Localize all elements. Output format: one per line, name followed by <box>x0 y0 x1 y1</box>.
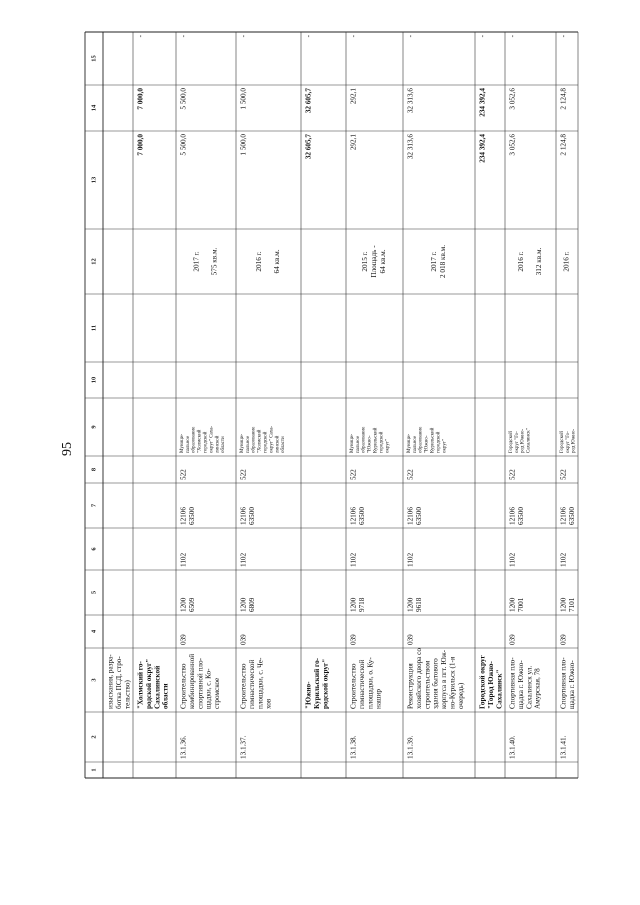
code-article: 12106 <box>508 507 517 525</box>
customer: городской <box>379 431 385 453</box>
amount-total: 1 500,0 <box>239 134 248 156</box>
code-section: 1102 <box>239 552 248 567</box>
column-number-header: 1 <box>90 768 98 772</box>
amount-next: - <box>559 35 568 38</box>
amount-total: 3 052,6 <box>508 134 517 156</box>
code-article: 63500 <box>187 507 196 525</box>
customer: округ" <box>442 439 448 453</box>
row-number: 13.1.41. <box>559 735 568 759</box>
customer: округ" Саха- <box>269 425 275 453</box>
code-type: 522 <box>179 469 188 480</box>
customer: линской <box>275 435 281 453</box>
amount-year: 234 392,4 <box>478 88 487 117</box>
code-section: 1102 <box>349 552 358 567</box>
code-grbs: 039 <box>406 634 415 645</box>
code-object: 1200 <box>508 597 517 612</box>
amount-total: 234 392,4 <box>478 134 487 163</box>
code-type: 522 <box>349 469 358 480</box>
customer: "Южно- <box>367 435 373 453</box>
customer: образование <box>418 426 424 453</box>
period-capacity: 2016 г. <box>562 251 571 272</box>
column-number-header: 5 <box>90 590 98 595</box>
amount-next: - <box>508 35 517 38</box>
code-object: 7101 <box>567 597 576 612</box>
object-name: Спортивная пло- <box>559 657 568 709</box>
code-section: 1102 <box>559 552 568 567</box>
customer: "Южно- <box>424 435 430 453</box>
period-capacity: 2 018 кв.м. <box>439 245 448 278</box>
code-article: 63500 <box>414 507 423 525</box>
amount-year: 7 000,0 <box>136 88 145 110</box>
object-name: Курильский го- <box>312 657 321 709</box>
object-name: хов <box>264 698 273 709</box>
object-name: гимнастической <box>247 659 256 709</box>
customer: Муници- <box>239 433 245 453</box>
code-object: 1200 <box>239 597 248 612</box>
amount-year: 1 500,0 <box>239 88 248 110</box>
column-number-header: 6 <box>90 547 98 551</box>
object-name: ботка ПСД, стро- <box>114 656 123 709</box>
object-name: родской округ" <box>144 658 153 709</box>
code-article: 63500 <box>247 507 256 525</box>
code-type: 522 <box>239 469 248 480</box>
code-section: 1102 <box>406 552 415 567</box>
column-number-header: 8 <box>90 467 98 472</box>
customer: Сахалинск" <box>526 428 532 453</box>
code-article: 63500 <box>516 507 525 525</box>
customer: образование <box>251 426 257 453</box>
customer: пальное <box>355 435 361 453</box>
column-number-header: 13 <box>90 176 98 184</box>
row-number: 13.1.36. <box>179 735 188 759</box>
amount-total: 5 500,0 <box>179 134 188 156</box>
period-capacity: 2017 г. <box>192 251 201 272</box>
object-name: очередь) <box>456 682 465 709</box>
object-name: но-Курильск (1-я <box>448 656 457 709</box>
customer: городской <box>203 431 209 453</box>
customer: округ" Саха- <box>209 425 215 453</box>
amount-total: 32 313,6 <box>406 134 415 160</box>
amount-year: 32 313,6 <box>406 88 415 114</box>
code-section: 1102 <box>179 552 188 567</box>
amount-next: - <box>304 35 313 38</box>
column-number-header: 11 <box>90 324 98 332</box>
object-name: стромское <box>213 677 222 709</box>
object-name: родской округ" <box>321 658 330 709</box>
object-name: Реконструкция <box>406 663 415 709</box>
object-name: Строительство <box>239 663 248 709</box>
column-number-header: 3 <box>90 678 98 682</box>
row-number: 13.1.40. <box>508 735 517 759</box>
column-number-header: 14 <box>90 104 98 112</box>
object-name: щадка г. Южно- <box>516 660 525 709</box>
object-name: Сахалинской <box>153 665 162 709</box>
period-capacity: 575 кв.м. <box>210 247 219 276</box>
object-name: спортивной пло- <box>196 657 205 709</box>
column-number-header: 10 <box>90 376 98 384</box>
amount-next: - <box>179 35 188 38</box>
code-section: 1102 <box>508 552 517 567</box>
customer: округ "Го- <box>565 431 571 453</box>
object-name: комбинированной <box>187 653 196 709</box>
page-number: 95 <box>60 442 75 456</box>
amount-year: 292,1 <box>349 88 358 105</box>
object-name: здания бытового <box>431 658 440 709</box>
code-object: 1200 <box>179 597 188 612</box>
row-number: 13.1.39. <box>406 735 415 759</box>
code-object: 6509 <box>187 597 196 612</box>
period-capacity: 2017 г. <box>430 251 439 272</box>
code-type: 522 <box>508 469 517 480</box>
code-article: 63500 <box>357 507 366 525</box>
period-capacity: 312 кв.м. <box>535 247 544 276</box>
customer: городской <box>263 431 269 453</box>
object-name: области <box>161 683 170 709</box>
customer: пальное <box>245 435 251 453</box>
customer: образование <box>191 426 197 453</box>
code-article: 12106 <box>406 507 415 525</box>
amount-total: 292,1 <box>349 134 358 151</box>
object-name: "Холмский го- <box>136 661 145 709</box>
customer: "Холмский <box>197 429 203 453</box>
object-name: нашир <box>374 688 383 709</box>
code-object: 9618 <box>414 597 423 612</box>
object-name: Сахалинск ул. <box>525 665 534 709</box>
code-type: 522 <box>406 469 415 480</box>
object-name: щадка г. Южно- <box>567 660 576 709</box>
code-type: 522 <box>559 469 568 480</box>
code-grbs: 039 <box>349 634 358 645</box>
period-capacity: 2015 г. <box>361 251 370 272</box>
customer: Муници- <box>406 433 412 453</box>
row-number: 13.1.37. <box>239 735 248 759</box>
amount-year: 3 052,6 <box>508 88 517 110</box>
code-object: 1200 <box>349 597 358 612</box>
object-name: изыскания, разра- <box>106 654 115 709</box>
customer: округ "Го- <box>514 431 520 453</box>
amount-next: - <box>239 35 248 38</box>
customer: Муници- <box>179 433 185 453</box>
row-number: 13.1.38. <box>349 735 358 759</box>
object-name: Строительство <box>349 663 358 709</box>
period-capacity: 2016 г. <box>255 251 264 272</box>
amount-next: - <box>478 35 487 38</box>
amount-next: - <box>136 35 145 38</box>
customer: Городской <box>508 431 514 453</box>
object-name: строительством <box>423 660 432 709</box>
code-article: 12106 <box>179 507 188 525</box>
object-name: Амурская, 78 <box>533 668 542 709</box>
amount-year: 5 500,0 <box>179 88 188 110</box>
customer: области <box>221 436 227 453</box>
object-name: тельство) <box>123 680 132 709</box>
customer: городской <box>436 431 442 453</box>
period-capacity: 64 кв.м. <box>379 249 388 274</box>
code-grbs: 039 <box>239 634 248 645</box>
amount-total: 2 124,8 <box>559 134 568 156</box>
object-name: Городской округ <box>478 655 487 709</box>
object-name: хозяйского двора со <box>414 648 423 709</box>
amount-year: 2 124,8 <box>559 88 568 110</box>
code-object: 1200 <box>406 597 415 612</box>
column-number-header: 12 <box>90 258 98 265</box>
code-article: 63500 <box>567 507 576 525</box>
amount-total: 32 605,7 <box>304 134 313 160</box>
customer: Курильский <box>373 427 379 453</box>
customer: род Южно- <box>520 428 526 453</box>
column-number-header: 15 <box>90 55 98 62</box>
column-number-header: 2 <box>90 735 98 739</box>
code-object: 7001 <box>516 597 525 612</box>
customer: образование <box>361 426 367 453</box>
object-name: Спортивная пло- <box>508 657 517 709</box>
object-name: Строительство <box>179 663 188 709</box>
customer: линской <box>215 435 221 453</box>
object-name: корпуса в пгт. Юж- <box>440 649 449 709</box>
code-article: 12106 <box>239 507 248 525</box>
period-capacity: 64 кв.м. <box>273 249 282 274</box>
period-capacity: Площадь - <box>370 245 379 278</box>
amount-year: 32 605,7 <box>304 88 313 114</box>
object-name: щадки, с. Ко- <box>204 668 213 709</box>
amount-next: - <box>349 35 358 38</box>
code-article: 12106 <box>559 507 568 525</box>
code-object: 9718 <box>357 597 366 612</box>
column-number-header: 4 <box>90 629 98 634</box>
code-article: 12106 <box>349 507 358 525</box>
code-grbs: 039 <box>179 634 188 645</box>
table-grid <box>85 32 578 778</box>
object-name: площадки, с. Че- <box>256 657 265 709</box>
period-capacity: 2016 г. <box>517 251 526 272</box>
code-grbs: 039 <box>559 634 568 645</box>
customer: пальное <box>412 435 418 453</box>
object-name: "Город Южно- <box>486 661 495 709</box>
customer: области <box>281 436 287 453</box>
column-number-header: 9 <box>90 425 98 429</box>
object-name: Сахалинск" <box>495 669 504 709</box>
customer: Муници- <box>349 433 355 453</box>
amount-total: 7 000,0 <box>136 134 145 156</box>
code-object: 6809 <box>247 597 256 612</box>
customer: Городской <box>559 431 565 453</box>
code-grbs: 039 <box>508 634 517 645</box>
code-object: 1200 <box>559 597 568 612</box>
amount-next: - <box>406 35 415 38</box>
object-name: площадки, о. Ку- <box>366 657 375 709</box>
object-name: "Южно- <box>304 681 313 709</box>
object-name: гимнастической <box>357 659 366 709</box>
customer: "Холмский <box>257 429 263 453</box>
customer: пальное <box>185 435 191 453</box>
customer: Курильский <box>430 427 436 453</box>
customer: род Южно- <box>571 428 577 453</box>
customer: округ" <box>385 439 391 453</box>
column-number-header: 7 <box>90 503 98 508</box>
